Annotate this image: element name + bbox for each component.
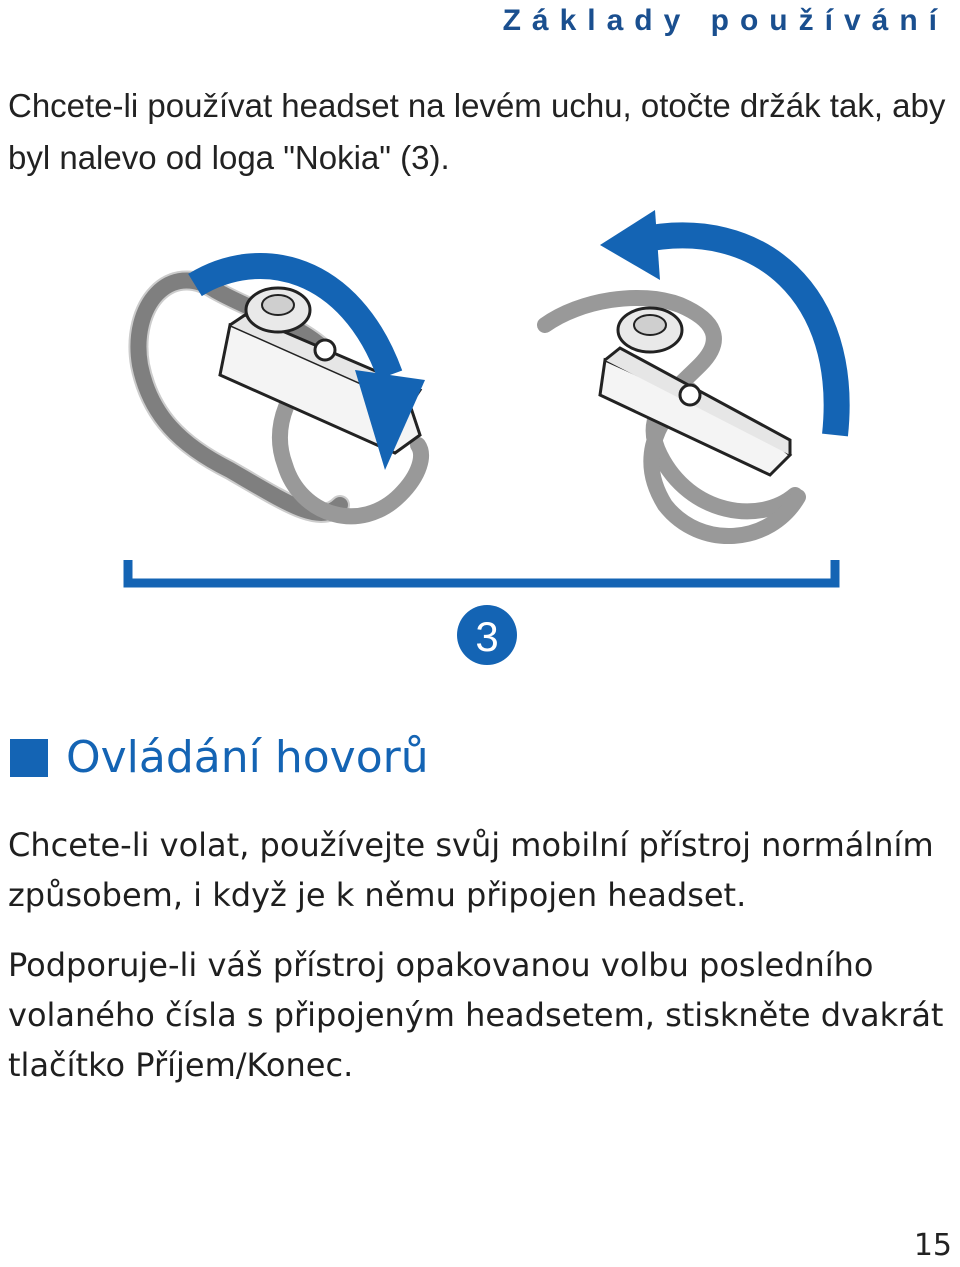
section-title: Ovládání hovorů: [66, 732, 429, 783]
intro-paragraph: Chcete-li používat headset na levém uchu, otočte držák tak, aby byl nalevo od loga "Nokia" (3).: [8, 87, 946, 176]
headset-rotation-figure: [0, 205, 960, 685]
paragraph-1: Chcete-li volat, používejte svůj mobilní přístroj normálním způsobem, i když je k němu připojen headset.: [8, 826, 934, 914]
left-headset-illustration: [138, 266, 425, 516]
section-bullet-icon: [10, 739, 48, 777]
page-number: 15: [913, 1228, 952, 1263]
running-header: Základy používání: [502, 4, 948, 37]
figure-badge: 3: [475, 613, 499, 660]
paragraph-2: Podporuje-li váš přístroj opakovanou volbu posledního volaného čísla s připojeným headsetem, stiskněte dvakrát tlačítko Příjem/Konec.: [8, 946, 944, 1084]
right-headset-illustration: [545, 210, 837, 536]
section-heading: [10, 732, 429, 783]
